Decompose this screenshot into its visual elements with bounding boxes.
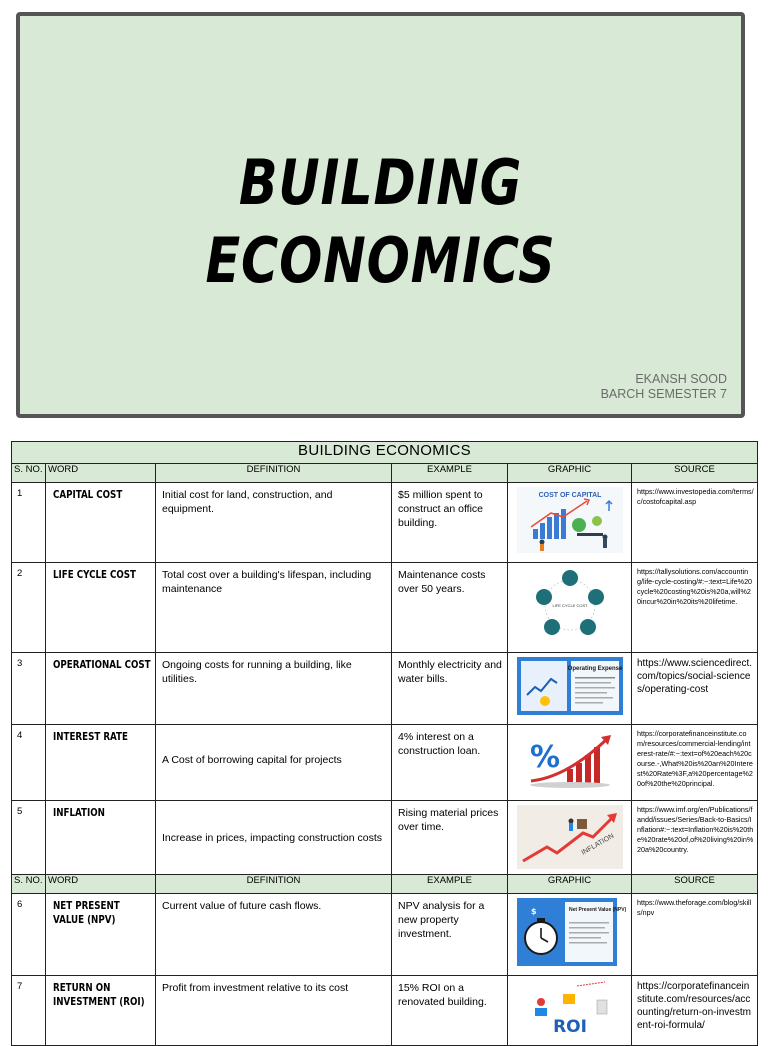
author-name: EKANSH SOOD [635, 372, 727, 386]
row-sno: 5 [12, 801, 46, 879]
cover-author-block [601, 372, 727, 402]
row-word: INTEREST RATE [46, 725, 156, 801]
row-definition: Profit from investment relative to its cost [156, 976, 392, 1046]
row-graphic [508, 483, 632, 563]
row-example: NPV analysis for a new property investment. [392, 894, 508, 976]
table-row [12, 563, 758, 653]
table-row [12, 894, 758, 976]
row-definition: Total cost over a building's lifespan, including maintenance [156, 563, 392, 653]
row-source[interactable]: https://tallysolutions.com/accounting/life-cycle-costing/#:~:text=Life%20cycle%20costing%20is%20a,will%20incur%20in%20its%20lifetime. [632, 563, 758, 653]
row-word: INFLATION [46, 801, 156, 879]
cover-slide [16, 12, 745, 418]
row-word: CAPITAL COST [46, 483, 156, 563]
svg-text:$: $ [530, 907, 537, 916]
header-example: EXAMPLE [392, 875, 508, 894]
svg-text:INFLATION: INFLATION [580, 832, 615, 857]
npv-illustration [517, 898, 626, 971]
course-name: BARCH SEMESTER 7 [600, 387, 727, 401]
header-source: SOURCE [632, 875, 758, 894]
row-word: RETURN ON INVESTMENT (ROI) [46, 976, 156, 1046]
table-row [12, 483, 758, 563]
svg-text:Net Present Value (NPV): Net Present Value (NPV) [568, 907, 626, 913]
svg-text:LIFE CYCLE COST: LIFE CYCLE COST [551, 603, 588, 608]
row-sno: 1 [12, 483, 46, 563]
row-source[interactable]: https://www.theforage.com/blog/skills/npv [632, 894, 758, 976]
inflation-illustration [517, 805, 623, 874]
header-word: WORD [46, 464, 156, 483]
operating-expense-illustration [517, 657, 623, 720]
row-source[interactable]: https://corporatefinanceinstitute.com/resources/commercial-lending/interest-rate/#:~:text=of%20each%20course.-,What%20is%20an%20Interest%20Rate%3F,a%20percentage%20of%20the%20principal. [632, 725, 758, 801]
row-sno: 4 [12, 725, 46, 801]
row-word: NET PRESENT VALUE (NPV) [46, 894, 156, 976]
row-word: LIFE CYCLE COST [46, 563, 156, 653]
table-banner: BUILDING ECONOMICS [12, 442, 758, 464]
svg-text:COST OF CAPITAL: COST OF CAPITAL [538, 492, 601, 499]
row-example: Maintenance costs over 50 years. [392, 563, 508, 653]
header-example: EXAMPLE [392, 464, 508, 483]
svg-text:Operating Expense: Operating Expense [567, 666, 622, 672]
row-example: $5 million spent to construct an office building. [392, 483, 508, 563]
row-graphic [508, 894, 632, 976]
interest-rate-illustration [517, 729, 623, 796]
svg-text:%: % [529, 740, 560, 775]
header-word: WORD [46, 875, 156, 894]
row-graphic [508, 725, 632, 801]
table-row [12, 801, 758, 879]
table-row [12, 976, 758, 1046]
row-graphic [508, 976, 632, 1046]
row-source[interactable]: https://www.imf.org/en/Publications/fandd/issues/Series/Back-to-Basics/Inflation#:~:text=Inflation%20is%20the%20rate%20of,of%20living%20in%20a%20country. [632, 801, 758, 879]
row-definition: Current value of future cash flows. [156, 894, 392, 976]
svg-text:ROI: ROI [552, 1017, 587, 1037]
header-sno: S. NO. [12, 464, 46, 483]
row-definition: Initial cost for land, construction, and equipment. [156, 483, 392, 563]
row-definition: Ongoing costs for running a building, like utilities. [156, 653, 392, 725]
cover-title-line1: BUILDING [238, 146, 523, 219]
row-definition: Increase in prices, impacting construction costs [156, 801, 392, 879]
row-example: 15% ROI on a renovated building. [392, 976, 508, 1046]
roi-illustration [517, 980, 623, 1041]
row-word: OPERATIONAL COST [46, 653, 156, 725]
header-definition: DEFINITION [156, 464, 392, 483]
row-sno: 7 [12, 976, 46, 1046]
row-source[interactable]: https://www.investopedia.com/terms/c/costofcapital.asp [632, 483, 758, 563]
row-graphic [508, 653, 632, 725]
row-example: Rising material prices over time. [392, 801, 508, 879]
header-source: SOURCE [632, 464, 758, 483]
table-row [12, 725, 758, 801]
cover-title [85, 144, 676, 300]
row-sno: 3 [12, 653, 46, 725]
row-source[interactable]: https://corporatefinanceinstitute.com/resources/accounting/return-on-investment-roi-formula/ [632, 976, 758, 1046]
cover-title-line2: ECONOMICS [205, 224, 556, 297]
row-sno: 2 [12, 563, 46, 653]
row-example: Monthly electricity and water bills. [392, 653, 508, 725]
row-graphic [508, 801, 632, 879]
row-example: 4% interest on a construction loan. [392, 725, 508, 801]
header-definition: DEFINITION [156, 875, 392, 894]
capital-cost-illustration [517, 487, 623, 558]
header-sno: S. NO. [12, 875, 46, 894]
glossary-table-2 [11, 874, 758, 1046]
glossary-table-1 [11, 441, 758, 879]
row-definition: A Cost of borrowing capital for projects [156, 725, 392, 801]
row-source[interactable]: https://www.sciencedirect.com/topics/social-sciences/operating-cost [632, 653, 758, 725]
header-graphic: GRAPHIC [508, 875, 632, 894]
row-sno: 6 [12, 894, 46, 976]
life-cycle-diagram [517, 567, 623, 648]
table-row [12, 653, 758, 725]
row-graphic [508, 563, 632, 653]
header-graphic: GRAPHIC [508, 464, 632, 483]
